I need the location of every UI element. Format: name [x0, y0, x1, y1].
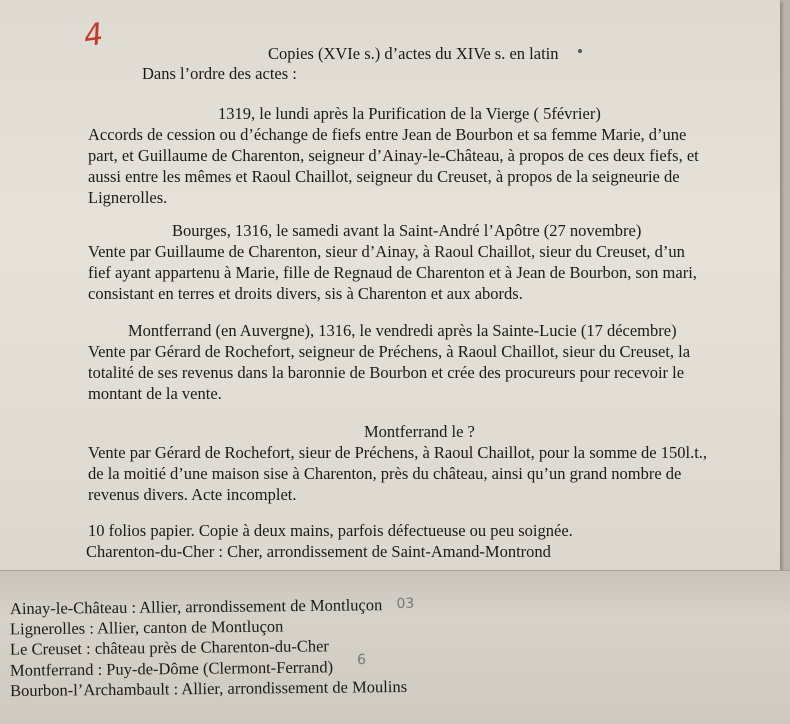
pencil-note: 6 — [356, 652, 367, 669]
pencil-note: 03 — [396, 595, 415, 613]
act-line: montant de la vente. — [88, 384, 222, 403]
place-entry — [10, 617, 284, 640]
act-line: revenus divers. Acte incomplet. — [88, 485, 297, 504]
page-number-mark: 4 — [81, 16, 106, 55]
place-entry — [9, 595, 415, 620]
place-entry — [10, 677, 407, 701]
act-line: Vente par Gérard de Rochefort, sieur de Préchens, à Raoul Chaillot, pour la somme de 150l.t., — [88, 443, 708, 462]
act-heading: Montferrand le ? — [364, 422, 475, 441]
act-line: part, et Guillaume de Charenton, seigneur d’Ainay-le-Château, à propos de ces deux fiefs, et — [88, 146, 699, 165]
act-body — [88, 241, 748, 304]
act-line: Vente par Gérard de Rochefort, seigneur de Préchens, à Raoul Chaillot, sieur du Creuset, la — [88, 342, 691, 361]
location-note: Charenton-du-Cher : Cher, arrondissement de Saint-Amand-Montrond — [86, 542, 551, 561]
act-heading: 1319, le lundi après la Purification de la Vierge ( 5février) — [218, 104, 601, 123]
act-body — [88, 124, 748, 208]
place-text: Ainay-le-Château : Allier, arrondissement de Montluçon — [9, 595, 383, 619]
act-body — [88, 341, 748, 404]
place-index-sheet — [0, 570, 790, 724]
place-text: Le Creuset : château près de Charenton-du-Cher — [9, 636, 329, 659]
act-line: aussi entre les mêmes et Raoul Chaillot, seigneur du Creuset, à propos de la seigneurie de — [88, 167, 680, 186]
act-line: Accords de cession ou d’échange de fiefs entre Jean de Bourbon et sa femme Marie, d’une — [88, 125, 687, 144]
act-line: totalité de ses revenus dans la baronnie de Bourbon et crée des procureurs pour recevoir le — [88, 363, 685, 382]
act-line: Vente par Guillaume de Charenton, sieur d’Ainay, à Raoul Chaillot, sieur du Creuset, d’un — [88, 242, 685, 261]
ink-mark — [578, 49, 582, 53]
place-text: Lignerolles : Allier, canton de Montluçon — [9, 616, 284, 639]
document-title: Copies (XVIe s.) d’actes du XIVe s. en latin — [268, 44, 559, 63]
act-line: fief ayant appartenu à Marie, fille de Regnaud de Charenton et à Jean de Bourbon, son mari, — [88, 263, 697, 282]
document-subtitle: Dans l’ordre des actes : — [142, 64, 297, 83]
act-line: consistant en terres et droits divers, sis à Charenton et aux abords. — [88, 284, 523, 303]
act-heading: Montferrand (en Auvergne), 1316, le vendredi après la Sainte-Lucie (17 décembre) — [128, 321, 677, 340]
place-text: Bourbon-l’Archambault : Allier, arrondissement de Moulins — [9, 676, 408, 701]
place-entry — [10, 636, 329, 659]
place-text: Montferrand : Puy-de-Dôme (Clermont-Ferrand) — [9, 657, 334, 680]
act-line: Lignerolles. — [88, 188, 168, 207]
folio-description: 10 folios papier. Copie à deux mains, parfois défectueuse ou peu soignée. — [88, 521, 573, 540]
act-line: de la moitié d’une maison sise à Charenton, près du château, ainsi qu’un grand nombre de — [88, 464, 682, 483]
act-heading: Bourges, 1316, le samedi avant la Saint-André l’Apôtre (27 novembre) — [172, 221, 642, 240]
act-body — [88, 442, 748, 505]
